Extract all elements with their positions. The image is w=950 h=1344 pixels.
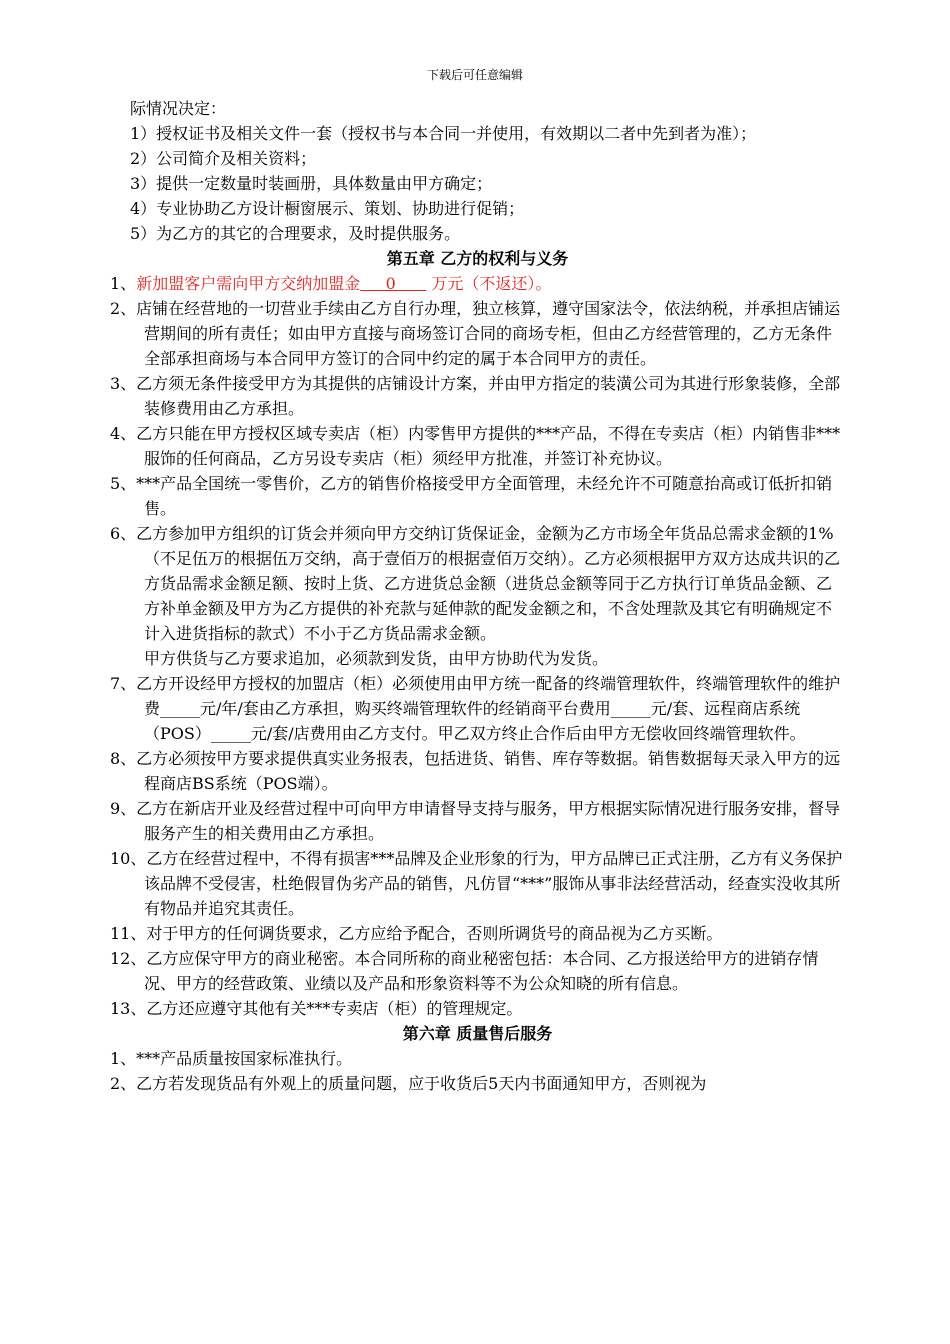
sub-item-1: 1）授权证书及相关文件一套（授权书与本合同一并使用，有效期以二者中先到者为准）； — [130, 124, 757, 143]
franchise-fee-blank: 0 — [360, 274, 427, 293]
sub-item-5: 5）为乙方的其它的合理要求，及时提供服务。 — [130, 224, 461, 243]
clause-11: 11、对于甲方的任何调货要求，乙方应给予配合，否则所调货号的商品视为乙方买断。 — [110, 924, 723, 943]
clause-1-number: 1、 — [110, 274, 137, 293]
continued-text: 际情况决定： — [130, 99, 227, 118]
sub-item-2: 2）公司简介及相关资料； — [130, 149, 317, 168]
clause-8: 8、乙方必须按甲方要求提供真实业务报表，包括进货、销售、库存等数据。销售数据每天录入甲方的远程商店BS系统（POS端）。 — [110, 749, 841, 793]
clause-7: 7、乙方开设经甲方授权的加盟店（柜）必须使用由甲方统一配备的终端管理软件，终端管理软件的维护费_____元/年/套由乙方承担，购买终端管理软件的经销商平台费用_____元/套、远程商店系统（POS）_____元/套/店费用由乙方支付。甲乙双方终止合作后由甲方无偿收回终端管理软件。 — [110, 674, 841, 743]
sub-item-4: 4）专业协助乙方设计橱窗展示、策划、协助进行促销； — [130, 199, 525, 218]
clause-9: 9、乙方在新店开业及经营过程中可向甲方申请督导支持与服务，甲方根据实际情况进行服务安排，督导服务产生的相关费用由乙方承担。 — [110, 799, 841, 843]
clause-1-text-pre: 新加盟客户需向甲方交纳加盟金 — [136, 274, 361, 293]
clause-13: 13、乙方还应遵守其他有关***专卖店（柜）的管理规定。 — [110, 999, 523, 1018]
clause-1 — [110, 271, 845, 296]
document-body — [110, 96, 845, 1096]
quality-clause-2: 2、乙方若发现货品有外观上的质量问题，应于收货后5天内书面通知甲方，否则视为 — [110, 1074, 707, 1093]
chapter-5-title: 第五章 乙方的权利与义务 — [386, 249, 569, 268]
clause-1-text-post: 万元（不返还）。 — [426, 274, 552, 293]
sub-item-3: 3）提供一定数量时装画册，具体数量由甲方确定； — [130, 174, 493, 193]
clause-12: 12、乙方应保守甲方的商业秘密。本合同所称的商业秘密包括：本合同、乙方报送给甲方的进销存情况、甲方的经营政策、业绩以及产品和形象资料等不为公众知晓的所有信息。 — [110, 949, 819, 993]
clause-6-extra: 甲方供货与乙方要求追加，必须款到发货，由甲方协助代为发货。 — [144, 649, 609, 668]
clause-6: 6、乙方参加甲方组织的订货会并须向甲方交纳订货保证金，金额为乙方市场全年货品总需求金额的1%（不足伍万的根据伍万交纳，高于壹佰万的根据壹佰万交纳）。乙方必须根据甲方双方达成共识的乙方货品需求金额足额、按时上货、乙方进货总金额（进货总金额等同于乙方执行订单货品金额、乙方补单金额及甲方为乙方提供的补充款与延伸款的配发金额之和，不含处理款及其它有明确规定不计入进货指标的款式）不小于乙方货品需求金额。 — [110, 524, 841, 643]
page-header: 下载后可任意编辑 — [426, 68, 523, 82]
clause-5: 5、***产品全国统一零售价，乙方的销售价格接受甲方全面管理，未经允许不可随意抬高或订低折扣销售。 — [110, 474, 833, 518]
clause-10: 10、乙方在经营过程中，不得有损害***品牌及企业形象的行为，甲方品牌已正式注册，乙方有义务保护该品牌不受侵害，杜绝假冒伪劣产品的销售，凡仿冒“***”服饰从事非法经营活动，经查实没收其所有物品并追究其责任。 — [110, 849, 843, 918]
clause-2: 2、店铺在经营地的一切营业手续由乙方自行办理，独立核算，遵守国家法令，依法纳税，并承担店铺运营期间的所有责任；如由甲方直接与商场签订合同的商场专柜，但由乙方经营管理的，乙方无条件全部承担商场与本合同甲方签订的合同中约定的属于本合同甲方的责任。 — [110, 299, 841, 368]
clause-4: 4、乙方只能在甲方授权区域专卖店（柜）内零售甲方提供的***产品，不得在专卖店（柜）内销售非***服饰的任何商品，乙方另设专卖店（柜）须经甲方批准，并签订补充协议。 — [110, 424, 841, 468]
chapter-6-title: 第六章 质量售后服务 — [402, 1024, 553, 1043]
clause-3: 3、乙方须无条件接受甲方为其提供的店铺设计方案，并由甲方指定的装潢公司为其进行形象装修，全部装修费用由乙方承担。 — [110, 374, 841, 418]
quality-clause-1: 1、***产品质量按国家标准执行。 — [110, 1049, 353, 1068]
